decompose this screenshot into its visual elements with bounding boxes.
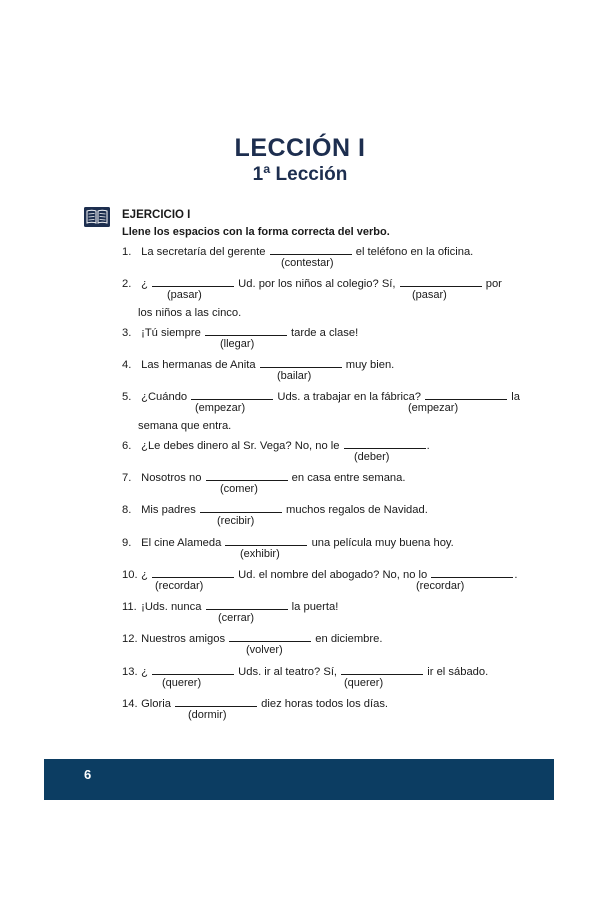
verb-hint: (pasar) [412, 289, 447, 301]
verb-hint: (dormir) [188, 709, 227, 721]
item-text: ¿ [141, 278, 148, 290]
verb-hint: (cerrar) [218, 612, 255, 624]
answer-blank[interactable] [206, 470, 288, 481]
answer-blank[interactable] [229, 631, 311, 642]
exercise-item-11 [122, 599, 338, 613]
verb-hint: (querer) [162, 677, 202, 689]
item-text: muchos regalos de Navidad. [286, 504, 428, 516]
open-book-icon [84, 207, 110, 227]
lesson-title: LECCIÓN I [234, 134, 366, 162]
item-number: 6. [122, 440, 132, 452]
item-text: ¡Uds. nunca [141, 601, 202, 613]
lesson-subtitle: 1ª Lección [252, 164, 348, 185]
exercise-item-8 [122, 502, 428, 516]
exercise-item-2 [122, 276, 502, 290]
verb-hint: (deber) [354, 451, 390, 463]
item-text: muy bien. [345, 359, 395, 371]
item-text: . [514, 569, 518, 581]
verb-hint: (empezar) [195, 402, 246, 414]
item-text: Uds. ir al teatro? Sí, [238, 666, 338, 678]
item-text: ¿Le debes dinero al Sr. Vega? No, no le [141, 440, 340, 452]
item-text: en casa entre semana. [291, 472, 406, 484]
answer-blank[interactable] [152, 567, 234, 578]
exercise-item-1 [122, 244, 473, 258]
item-number: 3. [122, 327, 132, 339]
item-number: 14. [122, 698, 138, 710]
answer-blank[interactable] [431, 567, 513, 578]
item-number: 5. [122, 391, 132, 403]
item-text: Las hermanas de Anita [141, 359, 256, 371]
item-number: 2. [122, 278, 132, 290]
item-text: . [426, 440, 430, 452]
item-text: ¿ [141, 666, 148, 678]
item-text: diez horas todos los días. [261, 698, 389, 710]
exercise-item-14 [122, 696, 388, 710]
item-text: una película muy buena hoy. [311, 537, 454, 549]
verb-hint: (recordar) [416, 580, 465, 592]
footer-bar [44, 759, 554, 800]
exercise-item-12 [122, 631, 382, 645]
verb-hint: (recordar) [155, 580, 204, 592]
exercise-item-5 [122, 389, 520, 403]
exercise-item-6 [122, 438, 430, 452]
verb-hint: (contestar) [281, 257, 334, 269]
verb-hint: (volver) [246, 644, 283, 656]
answer-blank[interactable] [270, 244, 352, 255]
item-text: en diciembre. [315, 633, 383, 645]
item-text: el teléfono en la oficina. [355, 246, 474, 258]
exercise-item-3 [122, 325, 358, 339]
item-number: 9. [122, 537, 132, 549]
answer-blank[interactable] [200, 502, 282, 513]
item-number: 1. [122, 246, 132, 258]
item-text: por [485, 278, 502, 290]
answer-blank[interactable] [400, 276, 482, 287]
item-text: La secretaría del gerente [141, 246, 266, 258]
item-number: 11. [122, 601, 137, 613]
item-text: ¿ [141, 569, 148, 581]
answer-blank[interactable] [175, 696, 257, 707]
item-text: Ud. por los niños al colegio? Sí, [238, 278, 396, 290]
answer-blank[interactable] [425, 389, 507, 400]
item-text: ¿Cuándo [141, 391, 188, 403]
answer-blank[interactable] [225, 535, 307, 546]
item-text: Mis padres [141, 504, 196, 516]
item-text: Nuestros amigos [141, 633, 226, 645]
answer-blank[interactable] [344, 438, 426, 449]
item-text: la [511, 391, 520, 403]
exercise-title: EJERCICIO I [122, 209, 191, 221]
item-number: 13. [122, 666, 138, 678]
item-text: Ud. el nombre del abogado? No, no lo [238, 569, 428, 581]
item-text: la puerta! [291, 601, 339, 613]
item-number: 4. [122, 359, 132, 371]
answer-blank[interactable] [191, 389, 273, 400]
verb-hint: (recibir) [217, 515, 255, 527]
page-number: 6 [84, 767, 92, 782]
item-number: 12. [122, 633, 138, 645]
item-text: Nosotros no [141, 472, 202, 484]
exercise-instructions: Llene los espacios con la forma correcta del verbo. [122, 226, 390, 238]
item-text: ir el sábado. [427, 666, 489, 678]
answer-blank[interactable] [205, 325, 287, 336]
exercise-item-7 [122, 470, 405, 484]
answer-blank[interactable] [152, 276, 234, 287]
exercise-item-2-continued: los niños a las cinco. [138, 307, 242, 319]
answer-blank[interactable] [341, 664, 423, 675]
verb-hint: (querer) [344, 677, 384, 689]
exercise-item-4 [122, 357, 394, 371]
verb-hint: (bailar) [277, 370, 312, 382]
answer-blank[interactable] [260, 357, 342, 368]
exercise-item-10 [122, 567, 517, 581]
exercise-item-13 [122, 664, 488, 678]
verb-hint: (exhibir) [240, 548, 280, 560]
answer-blank[interactable] [206, 599, 288, 610]
item-text: tarde a clase! [291, 327, 359, 339]
exercise-item-9 [122, 535, 454, 549]
verb-hint: (empezar) [408, 402, 459, 414]
exercise-item-5-continued: semana que entra. [138, 420, 232, 432]
answer-blank[interactable] [152, 664, 234, 675]
item-number: 8. [122, 504, 132, 516]
item-number: 10. [122, 569, 138, 581]
item-number: 7. [122, 472, 132, 484]
item-text: ¡Tú siempre [141, 327, 201, 339]
verb-hint: (comer) [220, 483, 258, 495]
item-text: Uds. a trabajar en la fábrica? [277, 391, 422, 403]
item-text: Gloria [141, 698, 171, 710]
verb-hint: (llegar) [220, 338, 255, 350]
verb-hint: (pasar) [167, 289, 202, 301]
item-text: El cine Alameda [141, 537, 222, 549]
